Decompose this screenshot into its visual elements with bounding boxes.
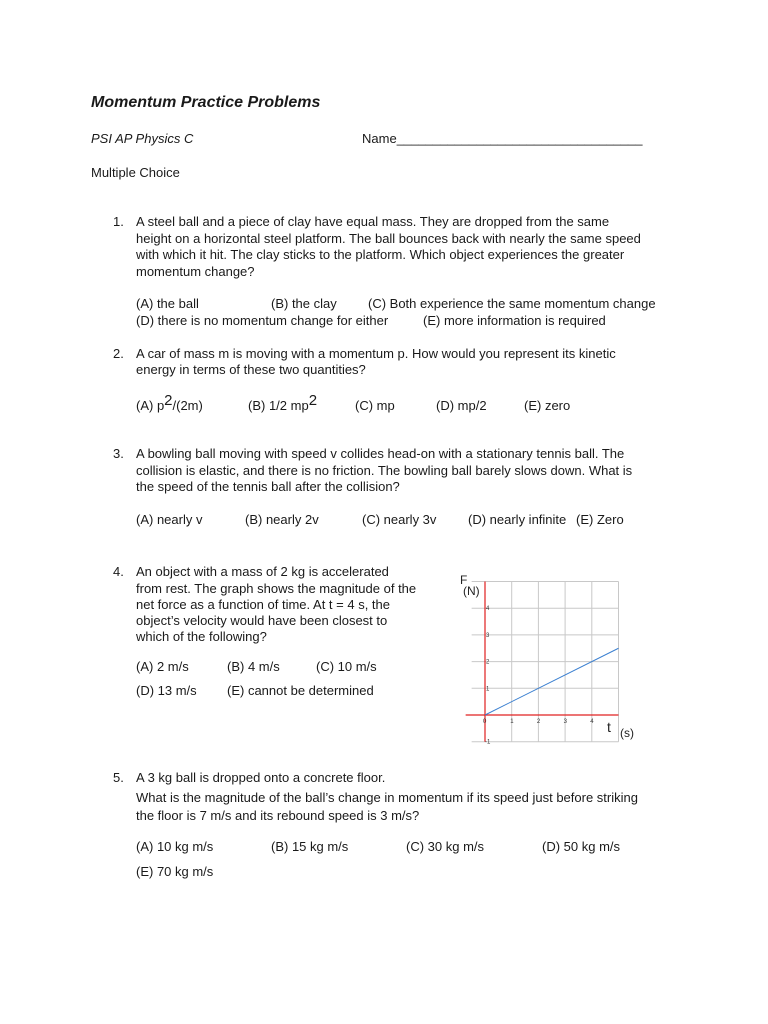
option-e: (E) zero xyxy=(524,398,571,413)
name-field xyxy=(362,131,643,146)
question-text-line: with which it hit. The clay sticks to the platform. Which object experiences the greater xyxy=(136,247,625,262)
y-tick-label: 4 xyxy=(486,606,490,613)
name-label: Name xyxy=(362,131,397,146)
question-number: 2. xyxy=(113,346,124,361)
y-axis-unit: (N) xyxy=(463,584,480,598)
option-c: (C) Both experience the same momentum change xyxy=(368,296,656,311)
question-number: 5. xyxy=(113,770,124,785)
x-tick-label: 3 xyxy=(563,719,567,725)
option-c: (C) nearly 3v xyxy=(362,512,437,527)
question-text-line: from rest. The graph shows the magnitude of the xyxy=(136,581,417,596)
question-text-line: the floor is 7 m/s and its rebound speed is 3 m/s? xyxy=(136,808,420,823)
option-d: (D) 50 kg m/s xyxy=(542,839,621,854)
y-tick-label: 2 xyxy=(486,659,490,666)
question-text-line: A 3 kg ball is dropped onto a concrete floor. xyxy=(136,770,386,785)
option-a: (A) 10 kg m/s xyxy=(136,839,214,854)
option-d: (D) nearly infinite xyxy=(468,512,567,527)
option-d: (D) there is no momentum change for either xyxy=(136,313,389,328)
option-e: (E) more information is required xyxy=(423,313,606,328)
course-name: PSI AP Physics C xyxy=(91,131,194,146)
option-a: (A) the ball xyxy=(136,296,199,311)
option-b: (B) 15 kg m/s xyxy=(271,839,349,854)
question-text-line: A car of mass m is moving with a momentum p. How would you represent its kinetic xyxy=(136,346,616,361)
option-b: (B) nearly 2v xyxy=(245,512,319,527)
question-text-line: What is the magnitude of the ball’s change in momentum if its speed just before striking xyxy=(136,790,638,805)
graph-grid xyxy=(472,582,619,742)
question-number: 3. xyxy=(113,446,124,461)
question-text-line: object’s velocity would have been closest to xyxy=(136,613,388,628)
option-c: (C) 30 kg m/s xyxy=(406,839,485,854)
force-line xyxy=(485,648,619,715)
question-text-line: net force as a function of time. At t = 4 s, the xyxy=(136,597,391,612)
option-b: (B) the clay xyxy=(271,296,337,311)
y-tick-label: 1 xyxy=(486,686,490,693)
option-d: (D) mp/2 xyxy=(436,398,487,413)
option-e: (E) 70 kg m/s xyxy=(136,864,214,879)
name-blank: __________________________________ xyxy=(396,131,643,146)
option-c: (C) 10 m/s xyxy=(316,659,377,674)
question-text-line: A bowling ball moving with speed v collides head-on with a stationary tennis ball. The xyxy=(136,446,625,461)
option-a: (A) 2 m/s xyxy=(136,659,189,674)
option-b: (B) 1/2 $mp^2$ xyxy=(248,392,318,413)
question-text-line: collision is elastic, and there is no friction. The bowling ball barely slows down. What is xyxy=(136,463,633,478)
x-tick-label: 2 xyxy=(536,719,541,725)
option-c: (C) mp xyxy=(355,398,395,413)
force-time-graph xyxy=(458,570,634,755)
question-text-line: An object with a mass of 2 kg is accelerated xyxy=(136,564,389,579)
y-tick-label: -1 xyxy=(485,739,491,746)
section-heading: Multiple Choice xyxy=(91,165,180,180)
option-e: (E) Zero xyxy=(576,512,624,527)
y-axis-symbol: F xyxy=(460,573,468,587)
question-number: 4. xyxy=(113,564,124,579)
y-tick-label: 3 xyxy=(486,632,490,639)
option-a: (A) nearly v xyxy=(136,512,203,527)
question-text-line: momentum change? xyxy=(136,264,255,279)
question-number: 1. xyxy=(113,214,124,229)
x-axis-symbol: t xyxy=(607,719,611,735)
question-text-line: A steel ball and a piece of clay have equal mass. They are dropped from the same xyxy=(136,214,610,229)
page-title: Momentum Practice Problems xyxy=(91,94,321,111)
option-e: (E) cannot be determined xyxy=(227,683,374,698)
option-a: (A) $p^2/(2m)$ xyxy=(136,392,203,413)
question-text-line: which of the following? xyxy=(136,629,267,644)
x-tick-label: 4 xyxy=(590,719,594,725)
graph-series xyxy=(485,648,619,715)
question-text-line: the speed of the tennis ball after the collision? xyxy=(136,479,400,494)
x-tick-label: 0 xyxy=(483,719,487,725)
question-text-line: height on a horizontal steel platform. The ball bounces back with nearly the same speed xyxy=(136,231,641,246)
x-axis-unit: (s) xyxy=(620,726,634,740)
question-text-line: energy in terms of these two quantities? xyxy=(136,362,366,377)
option-d: (D) 13 m/s xyxy=(136,683,197,698)
option-b: (B) 4 m/s xyxy=(227,659,280,674)
x-tick-label: 1 xyxy=(510,719,514,725)
